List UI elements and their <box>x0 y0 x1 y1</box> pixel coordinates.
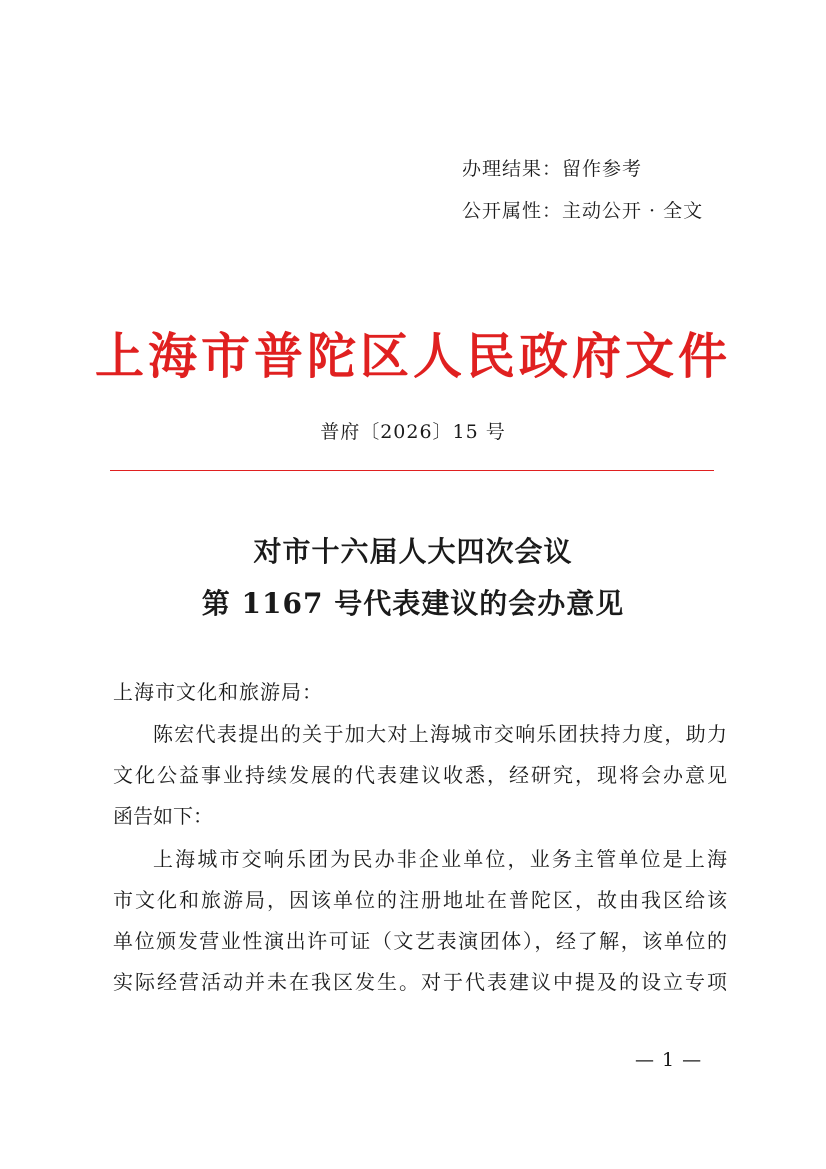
document-header-title: 上海市普陀区人民政府文件 <box>94 327 731 385</box>
disclosure-attribute: 公开属性：主动公开 · 全文 <box>462 200 704 222</box>
header-divider <box>110 470 714 471</box>
body-line: 实际经营活动并未在我区发生。对于代表建议中提及的设立专项 <box>113 970 727 994</box>
body-line: 单位颁发营业性演出许可证（文艺表演团体），经了解，该单位的 <box>113 929 727 953</box>
handling-result: 办理结果：留作参考 <box>462 158 643 180</box>
recipient: 上海市文化和旅游局： <box>113 680 323 704</box>
document-title-line-1: 对市十六届人大四次会议 <box>253 535 573 568</box>
page-number: — 1 — <box>635 1049 703 1071</box>
body-line: 上海城市交响乐团为民办非企业单位，业务主管单位是上海 <box>153 847 727 871</box>
body-line: 陈宏代表提出的关于加大对上海城市交响乐团扶持力度，助力 <box>153 722 727 746</box>
body-line: 市文化和旅游局，因该单位的注册地址在普陀区，故由我区给该 <box>113 888 727 912</box>
body-line: 文化公益事业持续发展的代表建议收悉，经研究，现将会办意见 <box>113 763 727 787</box>
document-title-line-2: 第 1167 号代表建议的会办意见 <box>201 587 625 620</box>
document-number: 普府〔2026〕15 号 <box>320 421 506 443</box>
body-line: 函告如下： <box>113 804 213 828</box>
